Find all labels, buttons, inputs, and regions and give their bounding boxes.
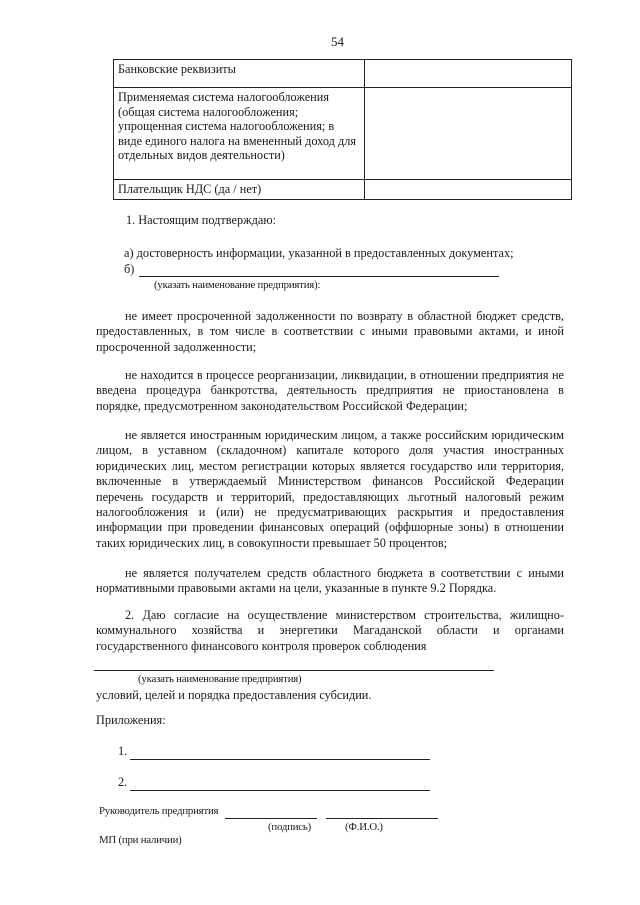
signature-hint: (подпись) — [268, 821, 312, 833]
full-name-line — [326, 818, 438, 819]
attachment-line — [130, 790, 430, 791]
company-name-hint: (указать наименование предприятия): — [154, 279, 321, 291]
consent-company-line — [94, 670, 494, 671]
table-cell-label: Применяемая система налогообложения (общая система налогообложения; упрощенная система налогообложения; в виде единого налога на вмененный доход для отдельных видов деятельности) — [114, 88, 365, 180]
head-label: Руководитель предприятия — [99, 805, 219, 817]
table-cell-value — [365, 88, 572, 180]
paragraph-consent: 2. Даю согласие на осуществление министерством строительства, жилищно-коммунального хозяйства и энергетики Магаданской области и органами государственного финансового контроля проверок соблюдения — [96, 608, 564, 653]
paragraph-not-recipient: не является получателем средств областного бюджета в соответствии с иными нормативными правовыми актами на цели, указанные в пункте 9.2 Порядка. — [96, 566, 564, 596]
paragraph-no-debt: не имеет просроченной задолженности по возврату в областной бюджет средств, предоставленных, в том числе в соответствии с иными правовыми актами, и иной просроченной задолженности; — [96, 309, 564, 354]
attachment-number: 2. — [118, 775, 128, 789]
seal-label: МП (при наличии) — [99, 834, 182, 846]
table-cell-value — [365, 180, 572, 200]
full-name-hint: (Ф.И.О.) — [345, 821, 383, 833]
confirm-item-a: а) достоверность информации, указанной в предоставленных документах; — [124, 246, 514, 260]
requisites-table — [113, 59, 572, 200]
paragraph-not-foreign: не является иностранным юридическим лицом, а также российским юридическим лицом, в уставном (складочном) капитале которого доля участия иностранных юридических лиц, местом регистрации которых является государство или территория, включенные в утверждаемый Министерством финансов Российской Федерации перечень государств и территорий, предоставляющих льготный налоговый режим налогообложения и (или) не предусматривающих раскрытия и предоставления информации при проведении финансовых операций (оффшорные зоны) в отношении таких юридических лиц, в совокупности превышает 50 процентов; — [96, 428, 564, 550]
attachments-heading: Приложения: — [96, 713, 166, 727]
consent-company-hint: (указать наименование предприятия) — [138, 673, 302, 685]
table-row — [114, 180, 572, 200]
confirm-item-b: б) — [124, 262, 135, 276]
consent-tail: условий, целей и порядка предоставления субсидии. — [96, 688, 372, 702]
company-name-line — [139, 276, 499, 277]
table-cell-value — [365, 60, 572, 88]
table-row — [114, 60, 572, 88]
attachment-line — [130, 759, 430, 760]
table-row — [114, 88, 572, 180]
confirm-heading: 1. Настоящим подтверждаю: — [126, 213, 276, 227]
table-cell-label: Плательщик НДС (да / нет) — [114, 180, 365, 200]
page-number: 54 — [331, 34, 344, 49]
attachment-number: 1. — [118, 744, 128, 758]
paragraph-no-reorganization: не находится в процессе реорганизации, ликвидации, в отношении предприятия не введена процедура банкротства, деятельность предприятия не приостановлена в порядке, предусмотренном законодательством Российской Федерации; — [96, 368, 564, 413]
table-cell-label: Банковские реквизиты — [114, 60, 365, 88]
signature-line — [225, 818, 317, 819]
